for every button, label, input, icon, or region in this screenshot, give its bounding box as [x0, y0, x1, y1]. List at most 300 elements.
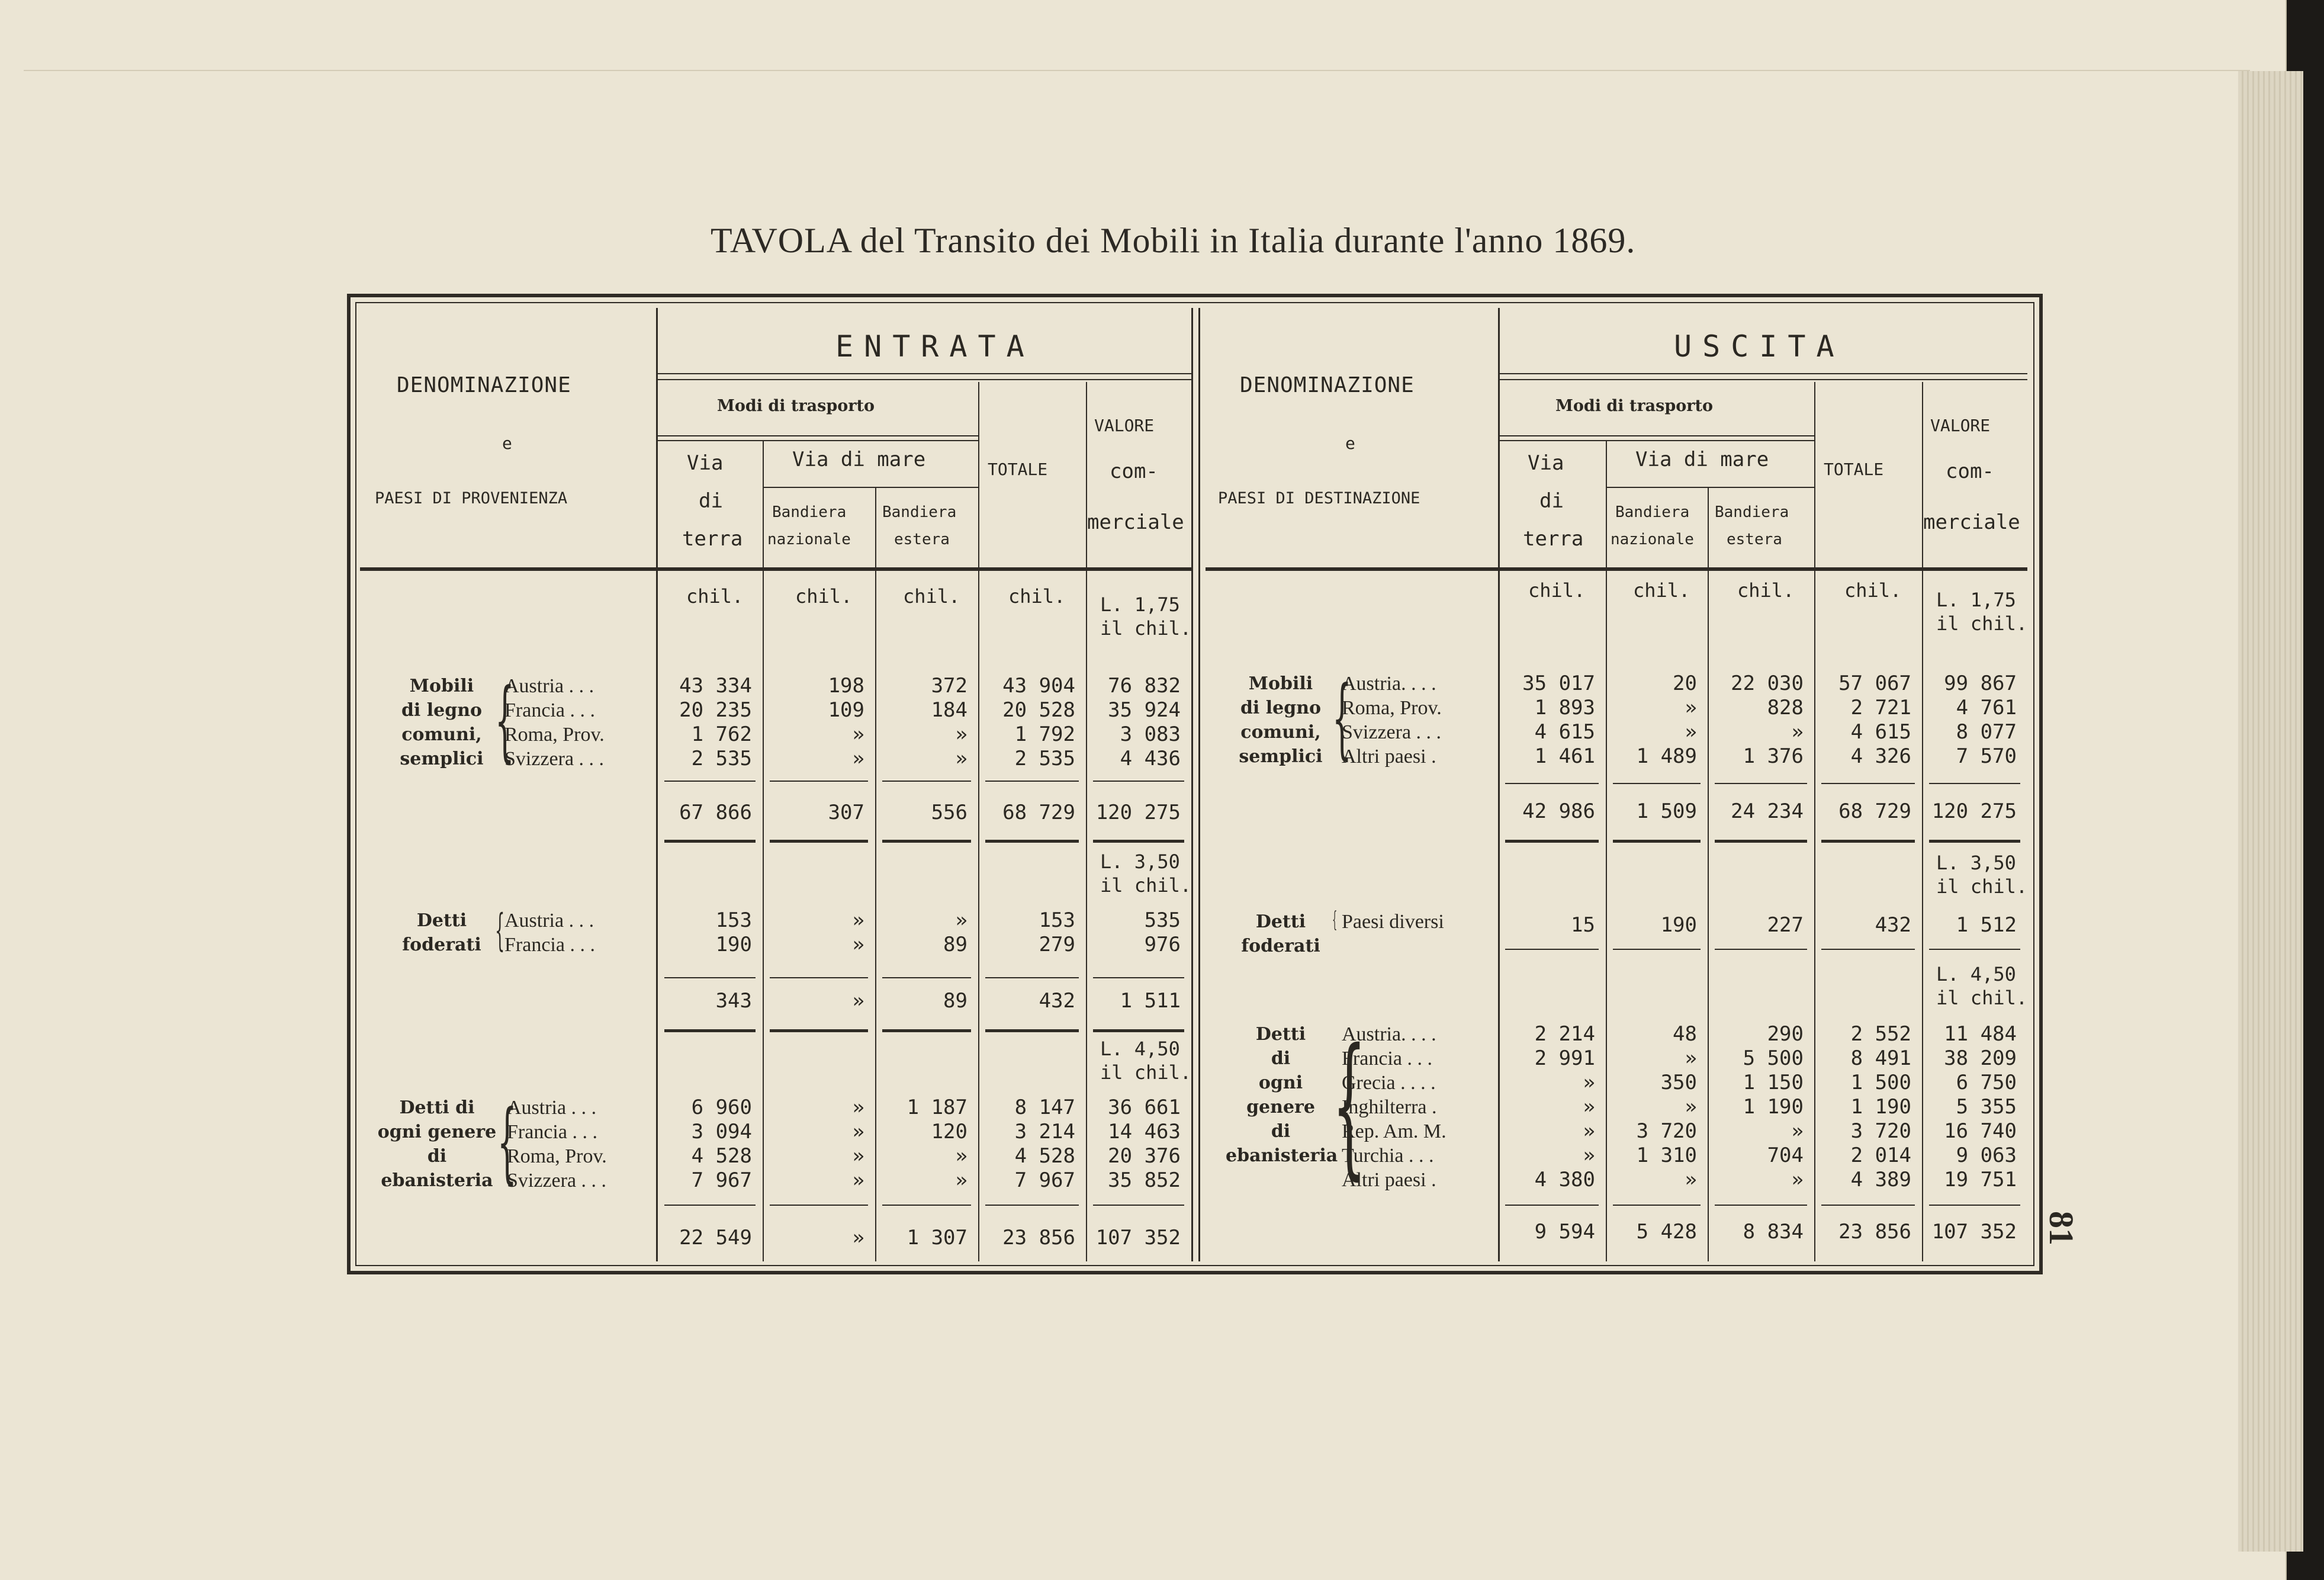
- uscita-terra-1: Via: [1528, 451, 1564, 475]
- row-rule: [1093, 1029, 1184, 1032]
- row-rule: [664, 840, 756, 843]
- row-rule: [664, 1029, 756, 1032]
- entrata-sum1-cell: 67 866: [679, 801, 752, 824]
- row-rule: [770, 1029, 868, 1032]
- uscita-group-label-line: di: [1271, 1048, 1291, 1069]
- entrata-group-label-line: comuni,: [401, 724, 482, 745]
- entrata-sum3-cell: 1 307: [907, 1226, 967, 1250]
- row-rule: [1929, 840, 2020, 843]
- uscita-country: Francia . . .: [1342, 1048, 1432, 1070]
- entrata-group-label-line: di: [427, 1146, 447, 1167]
- row-rule: [1821, 1205, 1915, 1206]
- entrata-terra-cell: 190: [715, 933, 752, 956]
- entrata-terra-cell: 7 967: [691, 1168, 752, 1192]
- entrata-country: Svizzera . . .: [507, 1170, 607, 1192]
- uscita-val-cell: 38 209: [1944, 1046, 2017, 1070]
- uscita-country: Inghilterra .: [1342, 1096, 1437, 1118]
- entrata-sum2-cell: 343: [715, 989, 752, 1013]
- entrata-terra-cell: 3 094: [691, 1120, 752, 1144]
- entrata-country: Roma, Prov.: [504, 724, 605, 746]
- uscita-terra-cell: 4 380: [1534, 1168, 1595, 1192]
- uscita-terra-3: terra: [1523, 527, 1584, 551]
- row-rule: [770, 1205, 868, 1206]
- entrata-terra-cell: 43 334: [679, 674, 752, 698]
- uscita-sum1-cell: 24 234: [1731, 799, 1804, 823]
- row-rule: [1929, 783, 2020, 784]
- uscita-val-cell: 5 355: [1956, 1095, 2017, 1119]
- uscita-val-cell: 7 570: [1956, 744, 2017, 768]
- uscita-group-label-line: Detti: [1255, 1024, 1306, 1045]
- entrata-sum3-cell: 22 549: [679, 1226, 752, 1250]
- entrata-val-cell: 535: [1144, 908, 1181, 932]
- entrata-sum2-cell: 1 511: [1120, 989, 1181, 1013]
- row-rule: [1715, 783, 1807, 784]
- entrata-terra-cell: 1 762: [691, 722, 752, 746]
- uscita-est-1: Bandiera: [1715, 503, 1789, 521]
- uscita-terra-cell: 2 991: [1534, 1046, 1595, 1070]
- entrata-val-1: VALORE: [1094, 416, 1155, 435]
- uscita-modi: Modi di trasporto: [1555, 397, 1713, 415]
- uscita-val-cell: 11 484: [1944, 1022, 2017, 1046]
- uscita-country: Austria. . . .: [1342, 673, 1436, 695]
- entrata-price2: L. 3,50: [1100, 850, 1180, 873]
- column-rule: [875, 487, 876, 567]
- page-number: 81: [2042, 1211, 2081, 1245]
- row-rule: [1613, 1205, 1701, 1206]
- uscita-group-label-line: foderati: [1241, 936, 1320, 956]
- uscita-country: Roma, Prov.: [1342, 697, 1442, 719]
- uscita-terra-cell: »: [1583, 1144, 1595, 1167]
- entrata-terra-cell: 6 960: [691, 1096, 752, 1119]
- row-rule: [882, 781, 971, 782]
- uscita-country: Turchia . . .: [1342, 1145, 1434, 1167]
- entrata-price1: il chil.: [1100, 617, 1192, 640]
- uscita-country: Altri paesi .: [1342, 746, 1436, 767]
- row-rule: [1505, 840, 1599, 843]
- page-title: TAVOLA del Transito dei Mobili in Italia durante l'anno 1869.: [711, 221, 1636, 260]
- uscita-val-cell: 19 751: [1944, 1168, 2017, 1192]
- uscita-unit: chil.: [1633, 579, 1690, 602]
- uscita-group-label-line: Detti: [1255, 911, 1306, 932]
- uscita-country: Svizzera . . .: [1342, 721, 1442, 743]
- entrata-val-cell: 35 924: [1108, 698, 1181, 722]
- column-rule: [1198, 308, 1200, 1261]
- row-rule: [985, 1029, 1079, 1032]
- uscita-val-cell: 16 740: [1944, 1119, 2017, 1143]
- uscita-sum1-cell: 120 275: [1931, 799, 2017, 823]
- entrata-sum3-cell: »: [852, 1226, 864, 1250]
- uscita-tot-cell: 2 552: [1850, 1022, 1911, 1046]
- row-rule: [1505, 949, 1599, 950]
- entrata-val-cell: 35 852: [1108, 1168, 1181, 1192]
- uscita-terra-cell: »: [1583, 1119, 1595, 1143]
- entrata-tot-cell: 2 535: [1014, 747, 1075, 770]
- uscita-denom-3: PAESI DI DESTINAZIONE: [1218, 489, 1420, 508]
- row-rule: [1821, 783, 1915, 784]
- uscita-heading: USCITA: [1674, 329, 1845, 364]
- entrata-naz-cell: »: [852, 1144, 864, 1168]
- entrata-denom-2: e: [502, 433, 513, 453]
- entrata-unit: chil.: [1008, 585, 1066, 608]
- row-rule: [1498, 440, 1814, 441]
- row-rule: [770, 781, 868, 782]
- row-rule: [1093, 781, 1184, 782]
- entrata-country: Francia . . .: [504, 699, 595, 721]
- entrata-tot-cell: 153: [1039, 908, 1075, 932]
- entrata-brace: {: [497, 1091, 517, 1193]
- uscita-tot-cell: 1 190: [1850, 1095, 1911, 1119]
- uscita-brace: {: [1332, 907, 1338, 932]
- entrata-naz-cell: »: [852, 1096, 864, 1119]
- uscita-tot-cell: 57 067: [1838, 672, 1911, 695]
- uscita-brace: {: [1332, 667, 1352, 769]
- uscita-group-label-line: di: [1271, 1121, 1291, 1142]
- uscita-naz-1: Bandiera: [1615, 503, 1690, 521]
- uscita-price1: L. 1,75: [1936, 589, 2016, 611]
- uscita-price2: L. 3,50: [1936, 852, 2016, 874]
- uscita-tot-cell: 1 500: [1850, 1071, 1911, 1094]
- entrata-modi: Modi di trasporto: [717, 397, 875, 415]
- row-rule: [657, 435, 978, 436]
- column-rule: [1191, 308, 1193, 1261]
- uscita-est-cell: 227: [1767, 913, 1804, 937]
- row-rule: [770, 840, 868, 843]
- uscita-val-cell: 6 750: [1956, 1071, 2017, 1094]
- uscita-naz-cell: »: [1685, 1168, 1697, 1192]
- uscita-est-cell: 828: [1767, 696, 1804, 720]
- entrata-est-cell: »: [955, 747, 967, 770]
- entrata-est-cell: »: [955, 1144, 967, 1168]
- entrata-sum1-cell: 556: [931, 801, 967, 824]
- row-rule: [1613, 840, 1701, 843]
- uscita-val-cell: 1 512: [1956, 913, 2017, 937]
- uscita-unit: chil.: [1737, 579, 1795, 602]
- entrata-naz-cell: »: [852, 722, 864, 746]
- entrata-tot-cell: 8 147: [1014, 1096, 1075, 1119]
- entrata-price3: il chil.: [1100, 1061, 1192, 1084]
- entrata-group-label-line: ebanisteria: [381, 1170, 493, 1191]
- uscita-country: Paesi diversi: [1342, 911, 1444, 933]
- uscita-group-label-line: semplici: [1239, 746, 1323, 767]
- entrata-group-label-line: Detti di: [399, 1097, 475, 1118]
- entrata-sum1-cell: 120 275: [1095, 801, 1181, 824]
- uscita-est-cell: 5 500: [1743, 1046, 1804, 1070]
- uscita-est-cell: »: [1791, 1168, 1804, 1192]
- entrata-terra-cell: 20 235: [679, 698, 752, 722]
- row-rule: [1715, 1205, 1807, 1206]
- uscita-naz-cell: 1 310: [1636, 1144, 1697, 1167]
- entrata-est-cell: »: [955, 722, 967, 746]
- entrata-val-cell: 20 376: [1108, 1144, 1181, 1168]
- uscita-group-label: [1226, 910, 1336, 958]
- uscita-est-cell: 1 150: [1743, 1071, 1804, 1094]
- row-rule: [360, 567, 1191, 571]
- uscita-naz-cell: »: [1685, 1046, 1697, 1070]
- entrata-price1: L. 1,75: [1100, 593, 1180, 616]
- entrata-group-label: [385, 908, 499, 957]
- entrata-est-cell: »: [955, 1168, 967, 1192]
- row-rule: [1821, 949, 1915, 950]
- entrata-unit: chil.: [686, 585, 744, 608]
- row-rule: [657, 440, 978, 441]
- entrata-naz-cell: »: [852, 1120, 864, 1144]
- entrata-tot-cell: 1 792: [1014, 722, 1075, 746]
- uscita-group-label-line: Mobili: [1248, 673, 1313, 694]
- entrata-sum2-cell: »: [852, 989, 864, 1013]
- row-rule: [1929, 949, 2020, 950]
- row-rule: [1093, 840, 1184, 843]
- entrata-terra-cell: 2 535: [691, 747, 752, 770]
- uscita-denom-1: DENOMINAZIONE: [1240, 373, 1415, 397]
- entrata-tot-cell: 7 967: [1014, 1168, 1075, 1192]
- row-rule: [1498, 379, 2027, 380]
- page-edges: [2238, 71, 2303, 1552]
- uscita-terra-cell: 35 017: [1522, 672, 1595, 695]
- entrata-est-2: estera: [894, 531, 950, 548]
- column-rule: [1708, 487, 1709, 567]
- entrata-brace: {: [495, 669, 515, 771]
- entrata-est-cell: 89: [943, 933, 967, 956]
- entrata-est-cell: 184: [931, 698, 967, 722]
- entrata-sum1-cell: 307: [828, 801, 864, 824]
- uscita-price3: il chil.: [1936, 987, 2028, 1009]
- uscita-group-label: [1226, 672, 1336, 769]
- entrata-tot-cell: 279: [1039, 933, 1075, 956]
- uscita-sum3-cell: 9 594: [1534, 1220, 1595, 1244]
- row-rule: [985, 1205, 1079, 1206]
- uscita-denom-2: e: [1345, 433, 1356, 453]
- uscita-naz-cell: 20: [1673, 672, 1697, 695]
- uscita-tot-cell: 3 720: [1850, 1119, 1911, 1143]
- uscita-val-cell: 9 063: [1956, 1144, 2017, 1167]
- row-rule: [657, 379, 1191, 380]
- entrata-val-cell: 36 661: [1108, 1096, 1181, 1119]
- uscita-country: Grecia . . . .: [1342, 1072, 1436, 1094]
- entrata-tot-cell: 4 528: [1014, 1144, 1075, 1168]
- column-rule: [1606, 440, 1607, 567]
- entrata-price3: L. 4,50: [1100, 1038, 1180, 1060]
- uscita-est-cell: 290: [1767, 1022, 1804, 1046]
- row-rule: [985, 781, 1079, 782]
- entrata-val-cell: 3 083: [1120, 722, 1181, 746]
- uscita-est-cell: 1 376: [1743, 744, 1804, 768]
- entrata-group-label: [373, 1096, 501, 1193]
- entrata-est-1: Bandiera: [882, 503, 957, 521]
- uscita-est-cell: »: [1791, 720, 1804, 744]
- row-rule: [1613, 783, 1701, 784]
- entrata-est-cell: 372: [931, 674, 967, 698]
- uscita-brace: {: [1332, 1016, 1367, 1194]
- entrata-unit: chil.: [903, 585, 960, 608]
- uscita-tot-cell: 4 615: [1850, 720, 1911, 744]
- entrata-totale: TOTALE: [988, 460, 1048, 479]
- entrata-est-cell: »: [955, 908, 967, 932]
- uscita-via-mare: Via di mare: [1635, 448, 1769, 471]
- row-rule: [1821, 840, 1915, 843]
- entrata-country: Austria . . .: [507, 1097, 597, 1119]
- entrata-unit: chil.: [795, 585, 853, 608]
- uscita-terra-cell: »: [1583, 1071, 1595, 1094]
- uscita-val-3: merciale: [1923, 510, 2020, 534]
- uscita-country: Austria. . . .: [1342, 1023, 1436, 1045]
- uscita-unit: chil.: [1528, 579, 1586, 602]
- row-rule: [657, 373, 1191, 374]
- entrata-group-label-line: ogni genere: [377, 1122, 497, 1142]
- entrata-val-cell: 14 463: [1108, 1120, 1181, 1144]
- row-rule: [1613, 949, 1701, 950]
- uscita-naz-cell: »: [1685, 696, 1697, 720]
- entrata-val-cell: 76 832: [1108, 674, 1181, 698]
- entrata-heading: ENTRATA: [835, 329, 1035, 364]
- uscita-tot-cell: 432: [1875, 913, 1911, 937]
- uscita-group-label-line: ogni genere: [1246, 1072, 1315, 1117]
- uscita-naz-cell: 190: [1660, 913, 1697, 937]
- row-rule: [664, 781, 756, 782]
- uscita-sum3-cell: 23 856: [1838, 1220, 1911, 1244]
- row-rule: [770, 977, 868, 978]
- row-rule: [664, 977, 756, 978]
- entrata-naz-cell: »: [852, 747, 864, 770]
- uscita-tot-cell: 4 326: [1850, 744, 1911, 768]
- uscita-sum3-cell: 8 834: [1743, 1220, 1804, 1244]
- entrata-terra-1: Via: [687, 451, 724, 475]
- entrata-est-cell: 120: [931, 1120, 967, 1144]
- uscita-naz-cell: 3 720: [1636, 1119, 1697, 1143]
- row-rule: [1206, 567, 2027, 571]
- entrata-tot-cell: 20 528: [1002, 698, 1075, 722]
- page-fold: [24, 70, 2250, 71]
- uscita-terra-2: di: [1539, 489, 1564, 513]
- uscita-val-cell: 99 867: [1944, 672, 2017, 695]
- uscita-group-label-line: di legno: [1240, 698, 1322, 718]
- entrata-country: Svizzera . . .: [504, 748, 605, 770]
- entrata-country: Francia . . .: [507, 1121, 597, 1143]
- row-rule: [1498, 435, 1814, 436]
- uscita-naz-cell: 350: [1660, 1071, 1697, 1094]
- uscita-est-cell: 22 030: [1731, 672, 1804, 695]
- uscita-tot-cell: 2 721: [1850, 696, 1911, 720]
- entrata-naz-cell: »: [852, 933, 864, 956]
- uscita-sum1-cell: 1 509: [1636, 799, 1697, 823]
- uscita-country: Altri paesi .: [1342, 1169, 1436, 1191]
- uscita-group-label-line: comuni,: [1240, 722, 1321, 743]
- uscita-est-cell: »: [1791, 1119, 1804, 1143]
- row-rule: [664, 1205, 756, 1206]
- entrata-naz-cell: »: [852, 908, 864, 932]
- entrata-sum2-cell: 432: [1039, 989, 1075, 1013]
- entrata-naz-cell: 198: [828, 674, 864, 698]
- row-rule: [985, 840, 1079, 843]
- uscita-terra-cell: 1 893: [1534, 696, 1595, 720]
- entrata-group-label-line: Detti: [416, 910, 467, 931]
- entrata-sum1-cell: 68 729: [1002, 801, 1075, 824]
- uscita-group-label: [1226, 1022, 1336, 1168]
- uscita-est-2: estera: [1727, 531, 1782, 548]
- row-rule: [882, 1029, 971, 1032]
- entrata-sum3-cell: 23 856: [1002, 1226, 1075, 1250]
- entrata-est-cell: 1 187: [907, 1096, 967, 1119]
- entrata-terra-3: terra: [682, 527, 743, 551]
- entrata-val-3: merciale: [1087, 510, 1184, 534]
- row-rule: [1715, 949, 1807, 950]
- entrata-naz-2: nazionale: [767, 531, 851, 548]
- row-rule: [1093, 977, 1184, 978]
- uscita-tot-cell: 4 389: [1850, 1168, 1911, 1192]
- entrata-price2: il chil.: [1100, 874, 1192, 897]
- row-rule: [1715, 840, 1807, 843]
- entrata-denom-1: DENOMINAZIONE: [397, 373, 571, 397]
- uscita-naz-cell: 48: [1673, 1022, 1697, 1046]
- uscita-sum3-cell: 107 352: [1931, 1220, 2017, 1244]
- uscita-sum1-cell: 68 729: [1838, 799, 1911, 823]
- entrata-group-label-line: semplici: [400, 749, 484, 769]
- entrata-terra-2: di: [699, 489, 723, 513]
- uscita-sum1-cell: 42 986: [1522, 799, 1595, 823]
- uscita-val-2: com-: [1946, 460, 1994, 483]
- row-rule: [1093, 1205, 1184, 1206]
- row-rule: [1505, 783, 1599, 784]
- entrata-sum3-cell: 107 352: [1095, 1226, 1181, 1250]
- row-rule: [882, 977, 971, 978]
- uscita-val-cell: 4 761: [1956, 696, 2017, 720]
- entrata-denom-3: PAESI DI PROVENIENZA: [375, 489, 568, 508]
- uscita-val-1: VALORE: [1930, 416, 1991, 435]
- uscita-price3: L. 4,50: [1936, 963, 2016, 985]
- entrata-tot-cell: 43 904: [1002, 674, 1075, 698]
- uscita-terra-cell: 2 214: [1534, 1022, 1595, 1046]
- entrata-group-label-line: foderati: [402, 934, 481, 955]
- uscita-naz-cell: 1 489: [1636, 744, 1697, 768]
- uscita-tot-cell: 2 014: [1850, 1144, 1911, 1167]
- entrata-naz-cell: »: [852, 1168, 864, 1192]
- uscita-naz-cell: »: [1685, 720, 1697, 744]
- uscita-est-cell: 1 190: [1743, 1095, 1804, 1119]
- entrata-terra-cell: 153: [715, 908, 752, 932]
- entrata-naz-cell: 109: [828, 698, 864, 722]
- uscita-terra-cell: 1 461: [1534, 744, 1595, 768]
- entrata-country: Austria . . .: [504, 910, 594, 932]
- uscita-naz-cell: »: [1685, 1095, 1697, 1119]
- entrata-brace: {: [495, 905, 505, 956]
- row-rule: [763, 487, 978, 488]
- entrata-via-mare: Via di mare: [792, 448, 926, 471]
- uscita-price1: il chil.: [1936, 612, 2028, 635]
- row-rule: [1929, 1205, 2020, 1206]
- row-rule: [985, 977, 1079, 978]
- entrata-country: Austria . . .: [504, 675, 594, 697]
- uscita-country: Rep. Am. M.: [1342, 1120, 1447, 1142]
- entrata-val-2: com-: [1110, 460, 1158, 483]
- uscita-price2: il chil.: [1936, 875, 2028, 898]
- uscita-terra-cell: 15: [1571, 913, 1595, 937]
- entrata-country: Roma, Prov.: [507, 1145, 607, 1167]
- row-rule: [882, 840, 971, 843]
- row-rule: [1606, 487, 1814, 488]
- uscita-terra-cell: »: [1583, 1095, 1595, 1119]
- row-rule: [1498, 373, 2027, 374]
- entrata-sum2-cell: 89: [943, 989, 967, 1013]
- uscita-terra-cell: 4 615: [1534, 720, 1595, 744]
- uscita-group-label-line: ebanisteria: [1226, 1145, 1338, 1166]
- uscita-sum3-cell: 5 428: [1636, 1220, 1697, 1244]
- entrata-val-cell: 4 436: [1120, 747, 1181, 770]
- uscita-totale: TOTALE: [1824, 460, 1884, 479]
- uscita-naz-2: nazionale: [1611, 531, 1694, 548]
- entrata-val-cell: 976: [1144, 933, 1181, 956]
- uscita-tot-cell: 8 491: [1850, 1046, 1911, 1070]
- uscita-unit: chil.: [1844, 579, 1902, 602]
- row-rule: [882, 1205, 971, 1206]
